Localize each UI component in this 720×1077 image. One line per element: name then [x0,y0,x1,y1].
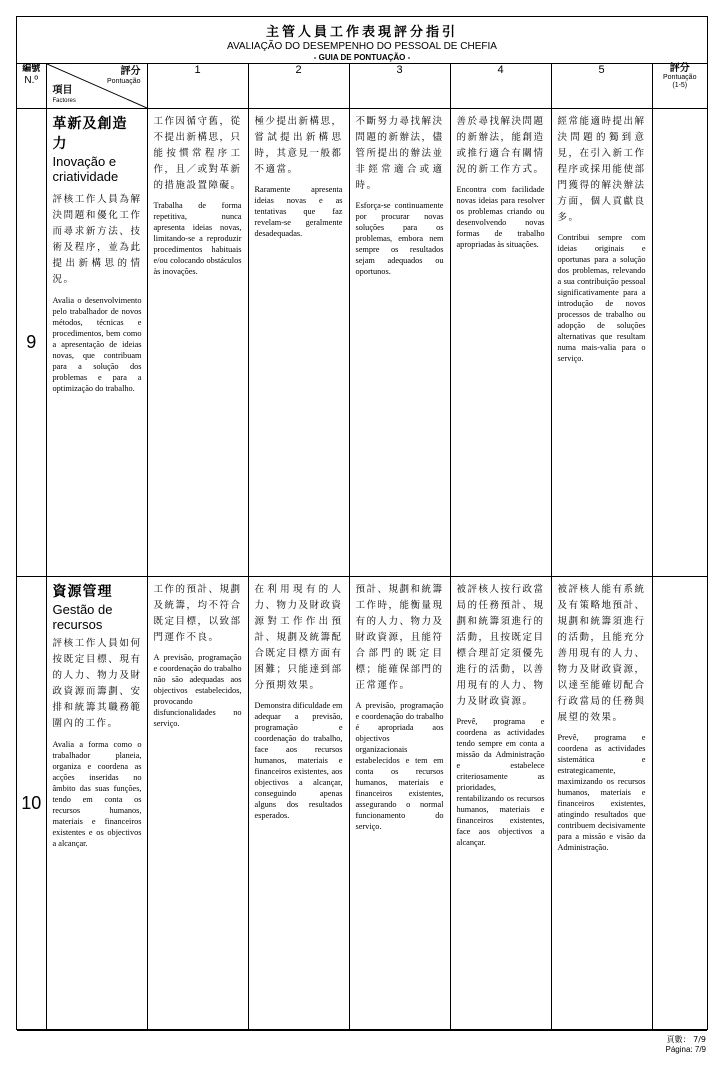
criterion-title-pt: Gestão de recursos [52,602,113,632]
criterion-desc-pt: Avalia a forma como o trabalhador planeia, organiza e coordena as acções inseridas no âmbito das suas funções, tendo em conta os recursos humanos, materiais e financeiros existentes e os objectivos a alcançar. [52,740,142,848]
level-text-pt: Raramente apresenta ideias novas e as tentativas que faz revelam-se geralmente desadequadas. [254,185,343,238]
score-label [107,67,140,87]
level-2-cell [248,577,349,1031]
final-score-pt: Pontuação [663,74,697,81]
score-label-pt: Pontuação [107,78,141,85]
level-header-3: 3 [349,64,450,109]
page-number-zh: 頁數： 7/9 [666,1035,706,1044]
level-4-cell [450,577,551,1031]
criterion-row-9 [17,109,707,577]
title-block [17,17,707,64]
page-footer [666,1035,706,1055]
scoring-table [17,63,707,1031]
criterion-title-zh: 革新及創造力 [52,116,128,152]
level-text-pt: Prevê, programa e coordena as actividades tendo sempre em conta a missão da Administração e estabelece criteriosamente as prioridades, rentabilizando os recursos humanos, materiais e financeiros existentes, face aos objectivos a alcançar. [456,717,545,847]
final-score-header [652,64,707,109]
number-header-pt: N.º [24,75,39,86]
level-3-cell [349,577,450,1031]
level-header-1: 1 [147,64,248,109]
criterion-desc-zh: 評核工作人員為解決問題和優化工作而尋求新方法、技術及程序，並為此提出新構思的情況。 [52,194,142,285]
criterion-description [46,109,147,577]
item-label-zh: 項目 [52,85,73,96]
row-number: 10 [17,577,46,1031]
level-text-zh: 極少提出新構思，嘗試提出新構思時，其意見一般都不適當。 [254,116,343,175]
criterion-title-pt: Inovação e criatividade [52,154,119,184]
title-pt: AVALIAÇÃO DO DESEMPENHO DO PESSOAL DE CHEFIA [227,41,497,52]
criterion-row-10 [17,577,707,1031]
level-1-cell [147,109,248,577]
item-score-header [46,64,147,109]
level-text-zh: 被評核人能有系統及有策略地預計、規劃和統籌須進行的活動，且能充分善用現有的人力、物力及財政資源，以達至能確切配合行政當局的任務與展望的效果。 [557,584,646,723]
level-text-pt: Esforça-se continuamente por procurar novas soluções para os problemas, embora nem sempre os resultados sejam adequados ou oportunos. [355,201,444,276]
level-text-zh: 不斷努力尋找解決問題的新辦法，儘管所提出的辦法並非經常適合或適時。 [355,116,444,191]
level-text-pt: Trabalha de forma repetitiva, nunca apresenta ideias novas, limitando-se a reproduzir procedimentos habituais e/ou colocando obstáculos às inovações. [153,201,242,276]
level-text-pt: Prevê, programa e coordena as actividades sistemática e estrategicamente, maximizando os recursos humanos, materiais e financeiros existentes, atingindo resultados que contribuem decisivamente para a missão e visão da Administração. [557,733,646,852]
level-text-zh: 工作的預計、規劃及統籌，均不符合既定目標，以致部門運作不良。 [153,584,242,643]
level-text-zh: 預計、規劃和統籌工作時，能衡量現有的人力、物力及財政資源，且能符合部門的既定目標；能確保部門的正常運作。 [355,584,444,691]
guide-subtitle: - GUIA DE PONTUAÇÃO - [313,53,411,62]
level-2-cell [248,109,349,577]
level-header-4: 4 [450,64,551,109]
level-header-2: 2 [248,64,349,109]
page-number-pt: Página: 7/9 [665,1045,706,1054]
level-text-zh: 經常能適時提出解決問題的獨到意見，在引入新工作程序或採用能使部門獲得的解決辦法方面，個人貢獻良多。 [557,116,646,223]
header-row [17,64,707,109]
level-5-cell [551,109,652,577]
level-text-zh: 被評核人按行政當局的任務預計、規劃和統籌須進行的活動，且按既定目標合理訂定須優先進行的活動，以善用現有的人力、物力及財政資源。 [456,584,545,707]
level-text-pt: Demonstra dificuldade em adequar a previsão, programação e coordenação do trabalho, face aos recursos humanos, materiais e financeiros existentes, aos objectivos a alcançar, conseguindo apenas alguns dos resultados esperados. [254,701,343,820]
number-header [17,64,46,109]
level-header-5: 5 [551,64,652,109]
number-header-zh: 編號 [22,64,41,74]
level-text-pt: Contribui sempre com ideias originais e oportunas para a solução dos problemas, relevando a sua contribuição pessoal significativamente para a introdução de novos processos de trabalho ou adopção de soluções alternativas que resultam numa mais-valia para o serviço. [557,233,646,363]
item-label-pt: Factores [52,98,76,104]
title-zh: 主管人員工作表現評分指引 [265,25,458,40]
final-score-zh: 評分 [669,63,690,74]
final-score-cell[interactable] [652,577,707,1031]
level-1-cell [147,577,248,1031]
level-text-pt: A previsão, programação e coordenação do trabalho não são adequadas aos objectivos estabelecidos, provocando disfuncionalidades no serviço. [153,653,242,728]
evaluation-guide-sheet [16,16,708,1030]
level-text-zh: 在利用現有的人力、物力及財政資源對工作作出預計、規劃及統籌配合既定目標方面有困難；只能達到部分預期效果。 [254,584,343,691]
level-4-cell [450,109,551,577]
row-number: 9 [17,109,46,577]
score-label-zh: 評分 [120,66,141,77]
level-text-pt: A previsão, programação e coordenação do trabalho é apropriada aos objectivos organizacionais estabelecidos e tem em conta os recursos humanos, materiais e financeiros existentes, assegurando o normal funcionamento do serviço. [355,701,444,831]
item-label [53,86,76,106]
final-score-range: (1-5) [672,82,688,89]
criterion-desc-zh: 評核工作人員如何按既定目標、現有的人力、物力及財政資源而籌劃、安排和統籌其職務範圍內的工作。 [52,638,142,729]
criterion-desc-pt: Avalia o desenvolvimento pelo trabalhador de novos métodos, técnicas e procedimentos, bem como a apresentação de ideias novas, que contribuam para a solução dos problemas e para a optimização do trabalho. [52,296,142,393]
criterion-title-zh: 資源管理 [52,584,113,600]
level-5-cell [551,577,652,1031]
criterion-description [46,577,147,1031]
level-text-pt: Encontra com facilidade novas ideias para resolver os problemas criando ou desenvolvendo novas formas de trabalho apropriadas às situações. [456,185,545,249]
final-score-cell[interactable] [652,109,707,577]
level-3-cell [349,109,450,577]
level-text-zh: 工作因循守舊，從不提出新構思，只能按慣常程序工作，且／或對革新的措施設置障礙。 [153,116,242,191]
level-text-zh: 善於尋找解決問題的新辦法，能創造或推行適合有關情況的新工作方式。 [456,116,545,175]
